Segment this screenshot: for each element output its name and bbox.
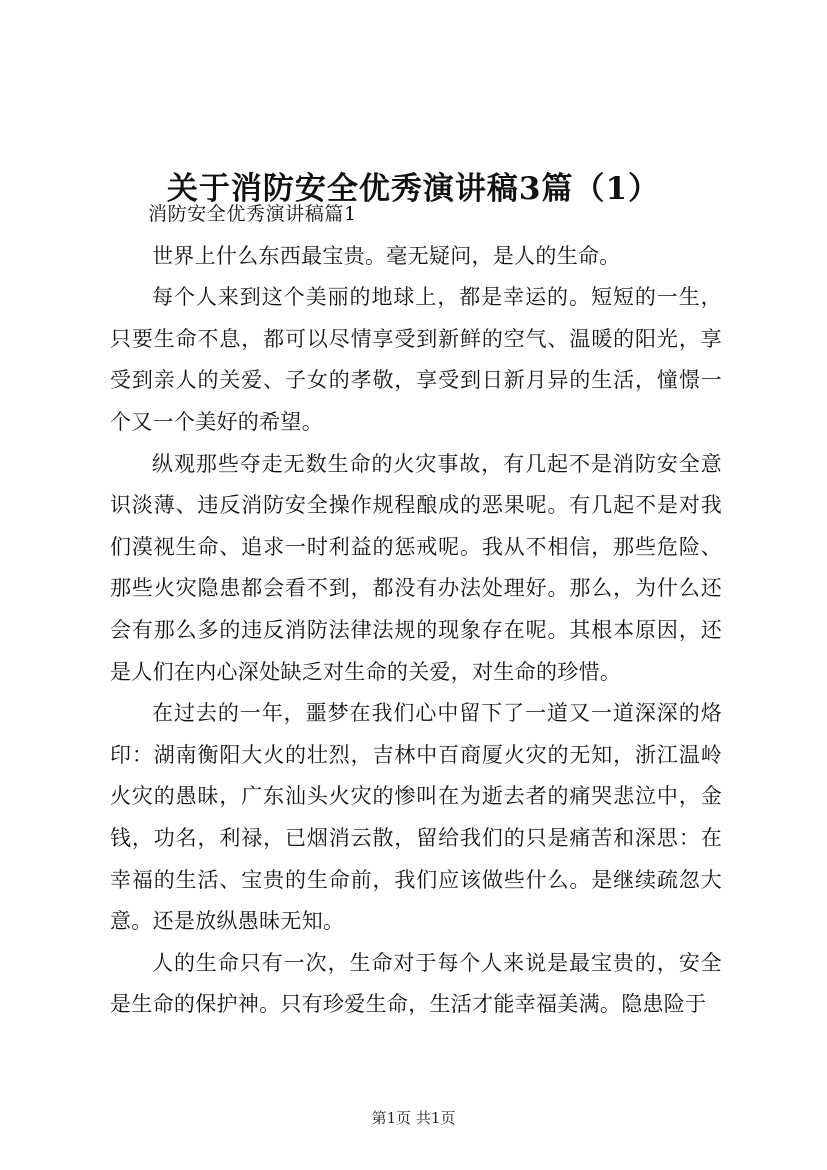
document-title: 关于消防安全优秀演讲稿3篇（1） — [166, 170, 661, 207]
document-body — [110, 194, 722, 1026]
paragraph: 在过去的一年，噩梦在我们心中留下了一道又一道深深的烙印：湖南衡阳大火的壮烈，吉林中百商厦火灾的无知，浙江温岭火灾的愚昧，广东汕头火灾的惨叫在为逝去者的痛哭悲泣中，金钱，功名，利禄，已烟消云散，留给我们的只是痛苦和深思：在幸福的生活、宝贵的生命前，我们应该做些什么。是继续疏忽大意。还是放纵愚昧无知。 — [110, 701, 722, 934]
paragraph: 世界上什么东西最宝贵。毫无疑问，是人的生命。 — [152, 243, 621, 268]
paragraph: 每个人来到这个美丽的地球上，都是幸运的。短短的一生，只要生命不息，都可以尽情享受到新鲜的空气、温暖的阳光，享受到亲人的关爱、子女的孝敬，享受到日新月异的生活，憧憬一个又一个美好的希望。 — [110, 285, 722, 434]
paragraph: 人的生命只有一次，生命对于每个人来说是最宝贵的，安全是生命的保护神。只有珍爱生命，生活才能幸福美满。隐患险于 — [110, 950, 722, 1017]
section-subtitle: 消防安全优秀演讲稿篇1 — [148, 203, 357, 225]
paragraph: 纵观那些夺走无数生命的火灾事故，有几起不是消防安全意识淡薄、违反消防安全操作规程酿成的恶果呢。有几起不是对我们漠视生命、追求一时利益的惩戒呢。我从不相信，那些危险、那些火灾隐患都会看不到，都没有办法处理好。那么，为什么还会有那么多的违反消防法律法规的现象存在呢。其根本原因，还是人们在内心深处缺乏对生命的关爱，对生命的珍惜。 — [110, 451, 722, 684]
page-footer: 第1页 共1页 — [371, 1109, 456, 1127]
